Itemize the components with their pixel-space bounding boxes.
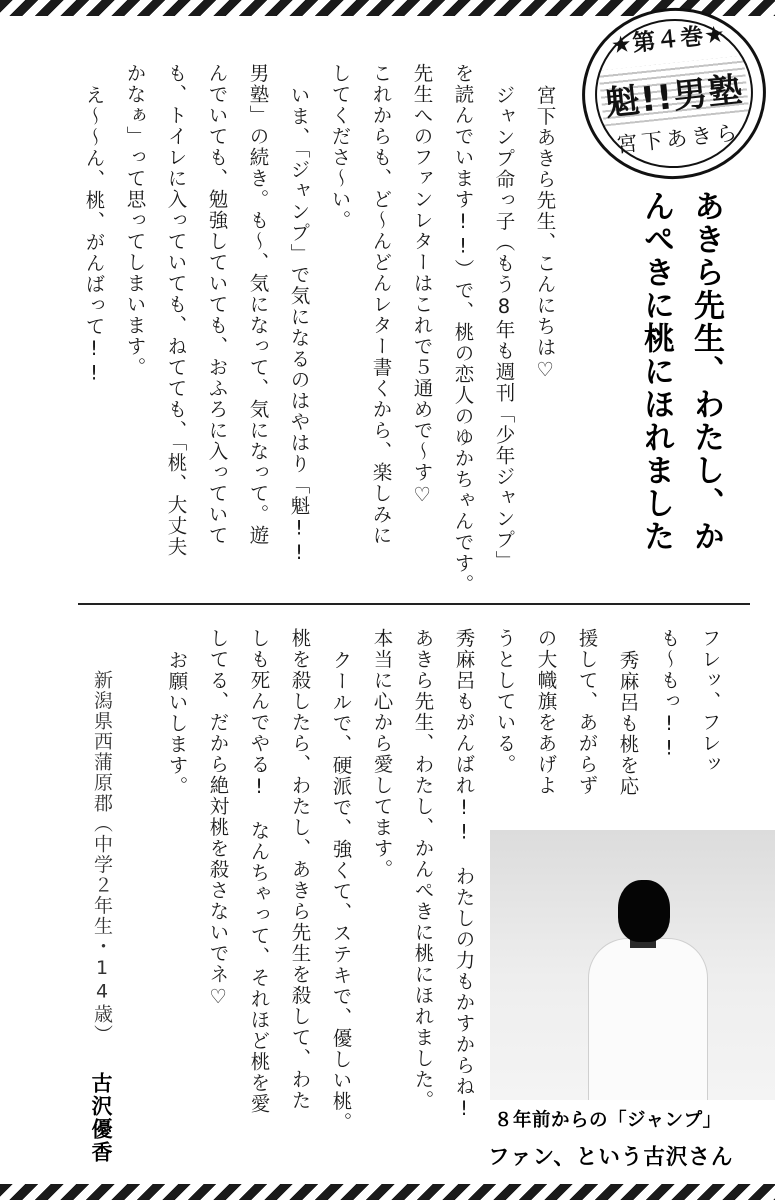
letter-line: 男塾」の続き。も～、気になって、気になって。遊 bbox=[246, 63, 270, 546]
letter-line: お願いします。 bbox=[165, 650, 189, 797]
sender-address: 新潟県西蒲原郡（中学２年生・14歳） bbox=[91, 670, 113, 1045]
volume-stamp bbox=[574, 0, 775, 188]
letter-line: 秀麻呂もがんばれ!! わたしの力もかすからね! bbox=[452, 628, 476, 1122]
letter-line: うとしている。 bbox=[493, 628, 517, 775]
photo-person-body bbox=[588, 938, 708, 1100]
letter-line: を読んでいます!!）で、桃の恋人のゆかちゃんです。 bbox=[451, 63, 475, 595]
letter-line: 援して、あがらず bbox=[575, 628, 599, 796]
photo-caption-line2: ファン、という古沢さん bbox=[488, 1145, 734, 1170]
sender-name: 古沢優香 bbox=[89, 1072, 113, 1164]
letter-line: も～もっ!! bbox=[657, 628, 681, 761]
bottom-decorative-border bbox=[0, 1184, 775, 1200]
letter-line: んでいても、勉強していても、おふろに入っていて bbox=[205, 63, 229, 546]
letter-line: かなぁ」って思ってしまいます。 bbox=[123, 63, 147, 378]
stamp-author: 宮下あきら bbox=[615, 120, 743, 158]
letter-line: クールで、硬派で、強くて、ステキで、優しい桃。 bbox=[329, 650, 353, 1133]
headline-line: あきら先生、わたし、か bbox=[688, 190, 724, 553]
letter-line: してくださ～い。 bbox=[328, 63, 352, 231]
letter-line: いま、「ジャンプ」で気になるのはやはり「魁!! bbox=[287, 85, 311, 566]
letter-line: フレッ、フレッ bbox=[698, 628, 722, 775]
section-divider bbox=[78, 603, 750, 605]
photo-caption-line1: ８年前からの「ジャンプ」 bbox=[494, 1110, 722, 1131]
letter-line: 本当に心から愛してます。 bbox=[370, 628, 394, 880]
letter-line: 先生へのファンレターはこれで５通めで～す♡ bbox=[410, 63, 434, 508]
letter-line: 秀麻呂も桃を応 bbox=[616, 650, 640, 797]
reader-photo bbox=[490, 830, 775, 1100]
letter-line: あきら先生、わたし、かんぺきに桃にほれました。 bbox=[411, 628, 435, 1111]
letter-line: 宮下あきら先生、こんにちは♡ bbox=[533, 85, 557, 383]
letter-line: 桃を殺したら、わたし、あきら先生を殺して、わた bbox=[288, 628, 312, 1111]
letter-line: の大幟旗をあげよ bbox=[534, 628, 558, 796]
letter-line: しも死んでやる! なんちゃって、それほど桃を愛 bbox=[247, 628, 271, 1115]
stamp-title: 魁!!男塾 bbox=[603, 69, 746, 125]
letter-line: これからも、ど～んどんレター書くから、楽しみに bbox=[369, 63, 393, 546]
headline-line: んぺきに桃にほれました bbox=[638, 190, 674, 553]
stamp-volume: ★第４巻★ bbox=[609, 21, 728, 60]
photo-person-head bbox=[618, 880, 670, 942]
letter-line: ジャンプ命っ子（もう8年も週刊「少年ジャンプ」 bbox=[492, 85, 516, 572]
letter-line: してる、だから絶対桃を殺さないでネ♡ bbox=[206, 628, 230, 1010]
letter-line: も、トイレに入っていても、ねてても、「桃、大丈夫 bbox=[164, 63, 188, 558]
letter-line: え～～ん、桃、がんばって!! bbox=[82, 85, 106, 386]
